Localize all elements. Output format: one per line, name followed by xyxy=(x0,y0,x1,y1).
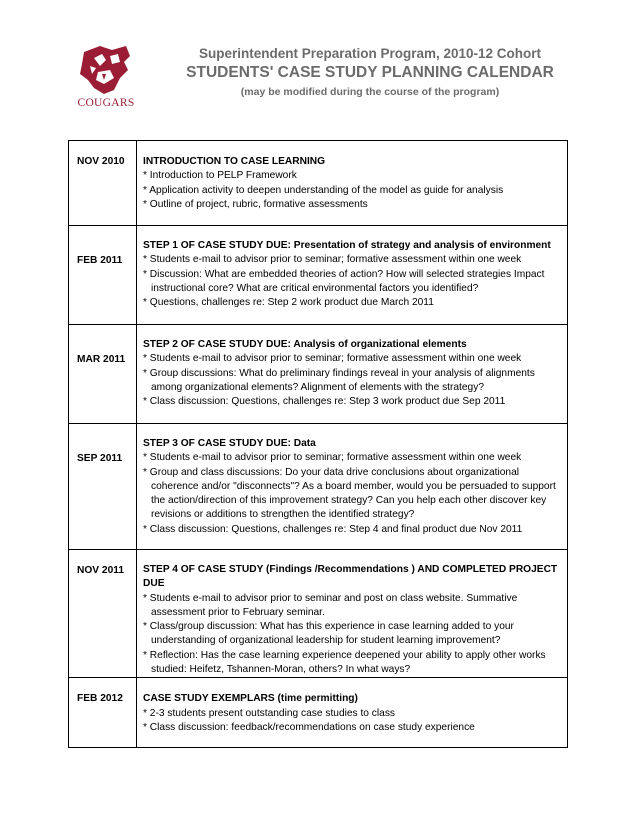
row-title: INTRODUCTION TO CASE LEARNING xyxy=(143,156,326,167)
row-date xyxy=(69,424,137,550)
list-item: * Introduction to PELP Framework xyxy=(143,170,297,182)
list-item: * Class discussion: Questions, challenges re: Step 3 work product due Sep 2011 xyxy=(143,396,506,408)
table-row xyxy=(69,325,568,424)
list-item: * Students e-mail to advisor prior to seminar; formative assessment within one week xyxy=(143,452,522,464)
list-item: * Group and class discussions: Do your data drive conclusions about organizational coherence and/or "disconnects"? As a board member, would you be persuaded to support the action/direction of this improvement strategy? Can you help each other discover key revisions or additions to strengthen the identified strategy? xyxy=(143,466,556,521)
row-content xyxy=(137,550,568,678)
calendar-title: STUDENTS' CASE STUDY PLANNING CALENDAR xyxy=(186,64,554,81)
list-item: * Students e-mail to advisor prior to seminar; formative assessment within one week xyxy=(143,353,522,365)
date-text: MAR 2011 xyxy=(77,354,126,365)
row-title: STEP 4 OF CASE STUDY (Findings /Recommendations ) AND COMPLETED PROJECT DUE xyxy=(143,564,558,590)
list-item: * Students e-mail to advisor prior to seminar; formative assessment within one week xyxy=(143,254,522,266)
date-text: FEB 2012 xyxy=(77,693,123,705)
table-row xyxy=(69,141,568,226)
row-date xyxy=(69,325,137,424)
program-title: Superintendent Preparation Program, 2010-12 Cohort xyxy=(198,46,542,61)
list-item: * Class discussion: Questions, challenges re: Step 4 and final product due Nov 2011 xyxy=(143,523,523,535)
row-date xyxy=(69,678,137,748)
row-content xyxy=(137,424,568,550)
date-text: SEP 2011 xyxy=(77,453,123,464)
row-date xyxy=(69,141,137,226)
row-title: STEP 3 OF CASE STUDY DUE: Data xyxy=(143,438,316,449)
planning-calendar-table xyxy=(68,140,568,748)
table-row xyxy=(69,424,568,550)
list-item: * Class/group discussion: What has this experience in case learning added to your understanding of organizational leadership for student learning improvement? xyxy=(143,621,514,647)
row-title: STEP 2 OF CASE STUDY DUE: Analysis of organizational elements xyxy=(143,339,467,350)
date-text: NOV 2011 xyxy=(77,565,125,576)
logo-text: COUGARS xyxy=(77,97,135,109)
table-row xyxy=(69,226,568,325)
list-item: * Discussion: What are embedded theories of action? How will selected strategies Impact instructional core? What are critical environmental factors you identified? xyxy=(143,268,545,294)
row-date xyxy=(69,550,137,678)
date-text: FEB 2011 xyxy=(77,255,123,266)
table-row xyxy=(69,678,568,748)
list-item: * Group discussions: What do preliminary findings reveal in your analysis of alignments among organizational elements? Alignment of elements with the strategy? xyxy=(143,367,535,393)
list-item: * Students e-mail to advisor prior to seminar and post on class website. Summative assessment prior to February seminar. xyxy=(143,592,518,618)
row-title: CASE STUDY EXEMPLARS (time permitting) xyxy=(143,693,358,705)
row-content xyxy=(137,226,568,325)
cougar-head-icon xyxy=(70,40,142,100)
list-item: * Class discussion: feedback/recommendations on case study experience xyxy=(143,721,475,733)
row-content xyxy=(137,325,568,424)
row-content xyxy=(137,678,568,748)
list-item: * 2-3 students present outstanding case studies to class xyxy=(143,707,396,719)
calendar-subtitle: (may be modified during the course of the program) xyxy=(240,86,500,98)
list-item: * Questions, challenges re: Step 2 work product due March 2011 xyxy=(143,297,434,309)
row-content xyxy=(137,141,568,226)
list-item: * Outline of project, rubric, formative assessments xyxy=(143,198,368,210)
list-item: * Application activity to deepen understanding of the model as guide for analysis xyxy=(143,184,504,196)
row-title: STEP 1 OF CASE STUDY DUE: Presentation of strategy and analysis of environment xyxy=(143,240,551,251)
table-row xyxy=(69,550,568,678)
row-date xyxy=(69,226,137,325)
list-item: * Reflection: Has the case learning experience deepened your ability to apply other works studied: Heifetz, Tshannen-Moran, others? In what ways? xyxy=(143,649,546,676)
date-text: NOV 2010 xyxy=(77,156,125,167)
